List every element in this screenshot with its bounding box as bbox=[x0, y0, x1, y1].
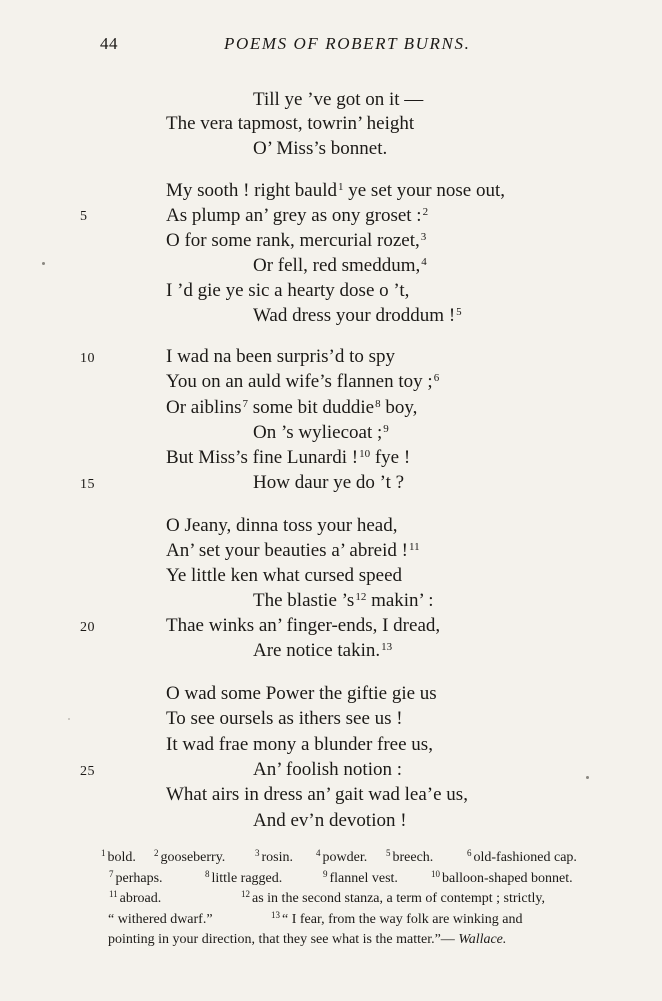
footnote-ref: 13 bbox=[381, 641, 393, 653]
footnote-item: $^6$ old-fashioned cap. bbox=[467, 848, 577, 865]
footnote-ref: 9 bbox=[383, 423, 389, 435]
footnote-item: $^2$ gooseberry. bbox=[154, 848, 226, 865]
verse-line: O for some rank, mercurial rozet,$^3$ bbox=[166, 230, 427, 251]
footnote-ref: 5 bbox=[456, 306, 462, 318]
footnote-row bbox=[100, 910, 630, 931]
footnote-row bbox=[100, 930, 630, 951]
line-number: 5 bbox=[80, 209, 88, 224]
footnotes bbox=[100, 848, 630, 951]
verse-line: As plump an’ grey as ony groset :$^2$ bbox=[166, 205, 429, 226]
verse-line: You on an auld wife’s flannen toy ;$^6$ bbox=[166, 371, 440, 392]
footnote-text: “ withered dwarf.” bbox=[108, 911, 213, 927]
print-speck bbox=[42, 262, 45, 265]
footnote-ref: 7 bbox=[242, 398, 248, 410]
footnote-ref: 12 bbox=[355, 591, 367, 603]
footnote-ref: 11 bbox=[408, 541, 420, 553]
verse-line: Are notice takin.$^{13}$ bbox=[253, 640, 393, 661]
footnote-item: pointing in your direction, that they see what is the matter.”— Wallace. bbox=[108, 932, 507, 947]
verse-line: The blastie $’s^{12}$ makin’ : bbox=[253, 590, 434, 611]
line-number: 15 bbox=[80, 477, 95, 492]
verse-line: My sooth ! right bauld$^1$ ye set your nose out, bbox=[166, 180, 505, 201]
verse-line: I ’d gie ye sic a hearty dose o ’t, bbox=[166, 280, 410, 301]
running-title: POEMS OF ROBERT BURNS. bbox=[224, 34, 471, 53]
print-speck bbox=[68, 718, 70, 720]
footnote-ref: 10 bbox=[359, 448, 371, 460]
verse-line: Or fell, red smeddum,$^4$ bbox=[253, 255, 427, 276]
footnote-row bbox=[100, 889, 630, 910]
verse-line: Till ye ’ve got on it — bbox=[253, 89, 424, 110]
footnote-item: $^9$ flannel vest. bbox=[323, 868, 398, 886]
footnote-row bbox=[100, 869, 630, 890]
footnote-item: $^{10}$ balloon-shaped bonnet. bbox=[431, 868, 573, 886]
line-number: 20 bbox=[80, 620, 95, 635]
page-number: 44 bbox=[100, 34, 118, 53]
footnote-item: $^8$ little ragged. bbox=[205, 868, 283, 886]
verse-line: How daur ye do ’t ? bbox=[253, 472, 405, 493]
line-number: 25 bbox=[80, 764, 95, 779]
verse-line: What airs in dress an’ gait wad lea’e us, bbox=[166, 784, 468, 805]
footnote-ref: 6 bbox=[433, 372, 440, 384]
verse-line: On ’s wyliecoat ;$^9$ bbox=[253, 422, 389, 443]
verse-line: An’ foolish notion : bbox=[253, 759, 403, 780]
footnote-ref: 1 bbox=[338, 181, 344, 193]
footnote-item: $^3$ rosin. bbox=[255, 848, 293, 865]
footnote-item: $^{11}$ abroad. bbox=[109, 889, 162, 906]
verse-line: Thae winks an’ finger-ends, I dread, bbox=[166, 615, 441, 636]
verse-line: I wad na been surpris’d to spy bbox=[166, 346, 396, 367]
footnote-item: $^7$ perhaps. bbox=[109, 868, 163, 886]
footnote-ref: 2 bbox=[422, 206, 429, 218]
footnote-ref: 4 bbox=[421, 256, 427, 268]
verse-line: O’ Miss’s bonnet. bbox=[253, 138, 388, 159]
verse-line: But Miss’s fine Lunardi !$^{10}$ fye ! bbox=[166, 447, 411, 468]
verse-line: It wad frae mony a blunder free us, bbox=[166, 734, 433, 755]
verse-line: O wad some Power the giftie gie us bbox=[166, 683, 437, 704]
verse-line: An’ set your beauties a’ abreid !$^{11}$ bbox=[166, 540, 420, 561]
footnote-item: $^{12}$ as in the second stanza, a term of contempt ; strictly, bbox=[241, 889, 546, 906]
verse-line: And ev’n devotion ! bbox=[253, 810, 407, 831]
verse-line: Or aiblins$^7$ some bit duddie$^8$ boy, bbox=[166, 397, 418, 418]
footnote-item: $^5$ breech. bbox=[386, 848, 434, 865]
print-speck bbox=[586, 776, 589, 779]
footnote-ref: 8 bbox=[375, 398, 381, 410]
footnote-item: $^{13}$ “ I fear, from the way folk are winking and bbox=[271, 909, 523, 927]
line-number: 10 bbox=[80, 351, 95, 366]
verse-line: Ye little ken what cursed speed bbox=[166, 565, 403, 586]
verse-line: The vera tapmost, towrin’ height bbox=[166, 113, 415, 134]
attribution: Wallace. bbox=[458, 932, 507, 947]
footnote-ref: 3 bbox=[420, 231, 427, 243]
footnote-item: $^1$ bold. bbox=[101, 848, 136, 865]
verse-line: O Jeany, dinna toss your head, bbox=[166, 515, 398, 536]
verse-line: To see oursels as ithers see us ! bbox=[166, 708, 403, 729]
footnote-item: $^4$ powder. bbox=[316, 848, 368, 865]
footnote-row bbox=[100, 848, 630, 869]
verse-line: Wad dress your droddum !$^5$ bbox=[253, 305, 462, 326]
